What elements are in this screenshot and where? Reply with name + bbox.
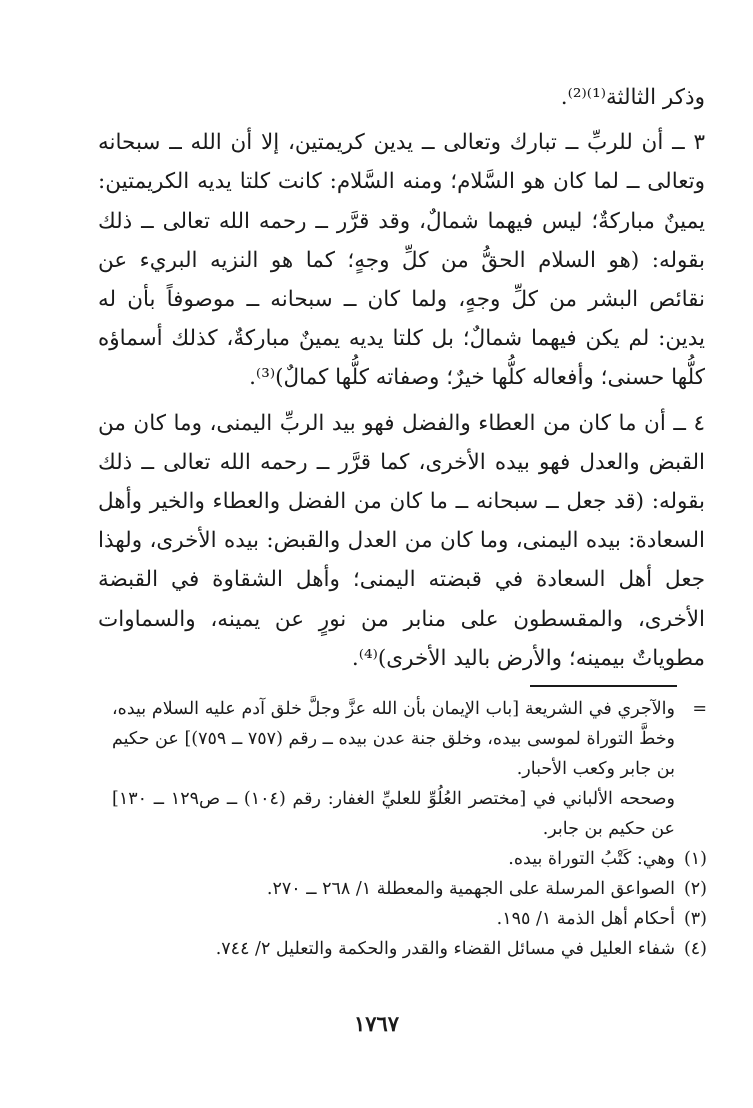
paragraph-3: ٣ ــ أن للربِّ ــ تبارك وتعالى ــ يدين كريمتين، إلا أن الله ــ سبحانه وتعالى ــ لما كان هو السَّلام؛ ومنه السَّلام: كانت كلتا يديه الكريمتين: يمينٌ مباركةٌ؛ ليس فيهما شمالٌ، وقد قرَّر ــ رحمه الله تعالى ــ ذلك بقوله: (هو السلام الحقُّ من كلِّ وجهٍ؛ كما هو النزيه البريء عن نقائص البشر من كلِّ وجهٍ، ولما كان ــ سبحانه ــ موصوفاً بأن له يدين: لم يكن فيهما شمالٌ؛ بل كلتا يديه يمينٌ مباركةٌ، كذلك أسماؤه كلُّها حسنى؛ وأفعاله كلُّها خيرٌ؛ وصفاته كلُّها كمالٌ)⁽³⁾.	[98, 130, 705, 391]
continuation-marker: =	[692, 699, 707, 719]
footnote-1	[112, 844, 707, 874]
footnote-text: أحكام أهل الذمة ١/ ١٩٥.	[496, 909, 675, 929]
page-number: ١٧٦٧	[353, 1011, 400, 1036]
footnote-number: (١)	[683, 849, 707, 869]
footnote-4	[112, 934, 707, 964]
continuation-text: والآجري في الشريعة [باب الإيمان بأن الله عزَّ وجلَّ خلق آدم عليه السلام بيده، وخطَّ التوراة لموسى بيده، وخلق جنة عدن بيده ــ رقم (٧٥٧ ــ ٧٥٩)] عن حكيم بن جابر وكعب الأحبار.	[112, 699, 675, 779]
footnote-number: (٣)	[683, 909, 707, 929]
main-text	[98, 78, 705, 678]
footnote-text: شفاء العليل في مسائل القضاء والقدر والحكمة والتعليل ٢/ ٧٤٤.	[215, 939, 675, 959]
intro-line: وذكر الثالثة⁽¹⁾⁽²⁾.	[560, 85, 705, 110]
footnote-text: وهي: كَتْبُ التوراة بيده.	[508, 849, 675, 869]
footnotes	[112, 694, 707, 964]
footnote-3	[112, 904, 707, 934]
footnote-2	[112, 874, 707, 904]
footnote-number: (٤)	[683, 939, 707, 959]
paragraph-4: ٤ ــ أن ما كان من العطاء والفضل فهو بيد الربِّ اليمنى، وما كان من القبض والعدل فهو بيده الأخرى، كما قرَّر ــ رحمه الله تعالى ــ ذلك بقوله: (قد جعل ــ سبحانه ــ ما كان من الفضل والعطاء والخير وأهل السعادة: بيده اليمنى، وما كان من العدل والقبض: بيده الأخرى، ولهذا جعل أهل السعادة في قبضته اليمنى؛ وأهل الشقاوة في القبضة الأخرى، والمقسطون على منابر من نورٍ عن يمينه، والسماوات مطوياتٌ بيمينه؛ والأرض باليد الأخرى)⁽⁴⁾.	[98, 410, 705, 671]
footnote-separator	[530, 685, 677, 687]
footnote-number: (٢)	[683, 879, 707, 899]
footnote-continuation-2: وصححه الألباني في [مختصر العُلُوِّ للعليِّ الغفار: رقم (١٠٤) ــ ص١٢٩ ــ ١٣٠] عن حكيم بن جابر.	[112, 789, 675, 839]
footnote-text: الصواعق المرسلة على الجهمية والمعطلة ١/ ٢٦٨ ــ ٢٧٠.	[266, 879, 675, 899]
footnote-continuation	[112, 694, 707, 784]
